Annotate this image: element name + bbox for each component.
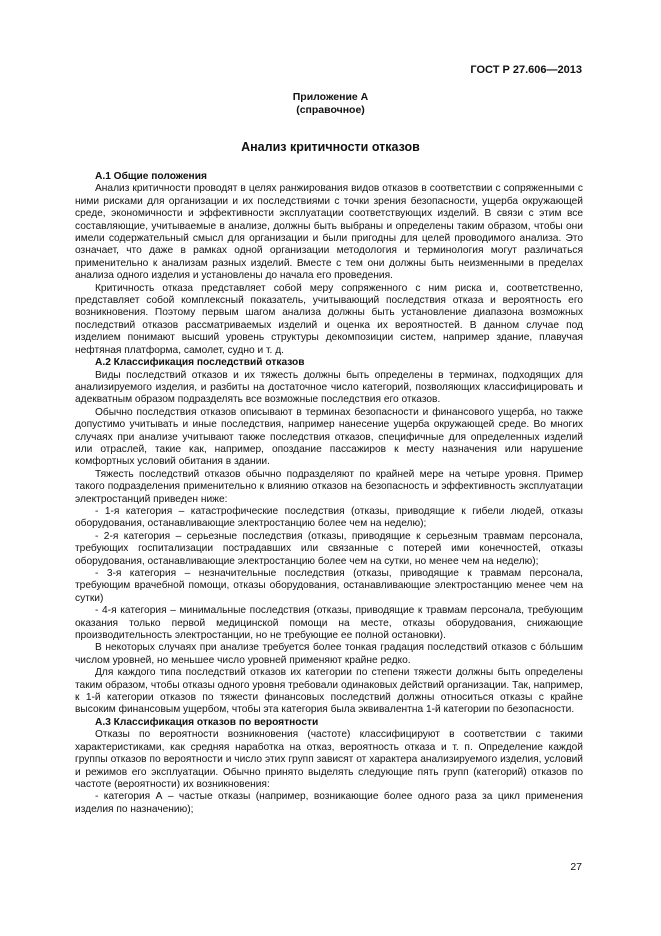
page-number: 27 <box>570 861 582 873</box>
section-a2-heading: А.2 Классификация последствий отказов <box>95 357 305 369</box>
appendix-title: Приложение А <box>292 91 369 103</box>
section-a3-heading: А.3 Классификация отказов по вероятности <box>95 716 319 728</box>
standard-number: ГОСТ Р 27.606—2013 <box>470 64 582 76</box>
paragraph: Критичность отказа представляет собой меру сопряженного с ним риска и, соответственно, представляет собой комплексный показатель, учитывающий последствия отказа и вероятность его возникновения. Поэтому первым шагом анализа должны быть установление диапазона возможных последствий отказов рассматриваемых изделий и оценка их вероятностей. В данном случае под изделием понимают высший уровень структуры декомпозиции систем, например здание, плавучая нефтяная платформа, самолет, судно и т. д. <box>75 282 583 356</box>
list-item: - 1-я категория – катастрофические последствия (отказы, приводящие к гибели людей, отказы оборудования, останавливающие электростанцию более чем на неделю); <box>75 505 583 530</box>
list-item: - категория А – частые отказы (например, возникающие более одного раза за цикл применения изделия по назначению); <box>75 791 583 815</box>
document-title: Анализ критичности отказов <box>241 140 420 154</box>
paragraph: Для каждого типа последствий отказов их категории по степени тяжести должны быть определены таким образом, чтобы отказы одного уровня требовали одинаковых действий организации. Так, например, к 1-й категории отказов по тяжести финансовых последствий должны относиться отказы с крайне высоким финансовым ущербом, чтобы эта категория была эквивалентна 1-й категории по безопасности. <box>75 667 583 716</box>
section-a1-heading: А.1 Общие положения <box>95 171 207 182</box>
document-body <box>75 171 583 816</box>
paragraph: В некоторых случаях при анализе требуется более тонкая градация последствий отказов с бо́льшим числом уровней, но меньшее число уровней применяют крайне редко. <box>75 642 583 666</box>
list-item: - 2-я категория – серьезные последствия (отказы, приводящие к серьезным травмам персонала, требующих госпитализации пострадавших или связанные с потерей ими конечностей, отказы оборудования, останавливающие электростанцию более чем на сутки, но менее чем на неделю); <box>75 530 583 567</box>
list-item: - 4-я категория – минимальные последствия (отказы, приводящие к травмам персонала, требующим оказания только первой медицинской помощи на месте, отказы оборудования, снижающие производительность электростанции, но не требующие ее полной остановки). <box>75 605 583 642</box>
paragraph: Виды последствий отказов и их тяжесть должны быть определены в терминах, подходящих для анализируемого изделия, и разбиты на достаточное число категорий, позволяющих классифицировать и адекватным образом подразделять все возможные последствия его отказов. <box>75 369 583 406</box>
paragraph: Отказы по вероятности возникновения (частоте) классифицируют в соответствии с такими характеристиками, как средняя наработка на отказ, вероятность отказа и т. п. Определение каждой группы отказов по вероятности и число этих групп зависят от характера анализируемого изделия, условий и режимов его эксплуатации. Обычно принято выделять следующие пять групп (категорий) отказов по частоте (вероятности) их возникновения: <box>75 729 583 790</box>
paragraph: Анализ критичности проводят в целях ранжирования видов отказов в соответствии с сопряженными с ними рисками для организации и их последствиями с точки зрения безопасности, ущерба окружающей среде, экономичности и эффективности эксплуатации соответствующих изделий. В связи с этим все составляющие, учитываемые в анализе, должны быть выбраны и определены таким образом, чтобы они имели содержательный смысл для организации и были пригодны для целей проводимого анализа. Это означает, что даже в рамках одной организации методология и терминология могут различаться применительно к анализам разных изделий. Вместе с тем они должны быть неизменными в пределах анализа одного изделия и установлены до начала его проведения. <box>75 183 583 282</box>
paragraph: Тяжесть последствий отказов обычно подразделяют по крайней мере на четыре уровня. Пример такого подразделения применительно к влиянию отказов на безопасность и эффективность эксплуатации электростанций приведен ниже: <box>75 468 583 505</box>
list-item: - 3-я категория – незначительные последствия (отказы, приводящие к травмам персонала, требующим врачебной помощи, отказы оборудования, останавливающие электростанцию менее чем на сутки) <box>75 568 583 604</box>
paragraph: Обычно последствия отказов описывают в терминах безопасности и финансового ущерба, но также допустимо учитывать и иные последствия, например нанесение ущерба окружающей среде. Во многих случаях при анализе учитывают также последствия отказов, специфичные для определенных изделий или отраслей, такие как, например, опоздание пассажиров к месту назначения или нарушение комфортных условий обитания в здании. <box>75 406 583 468</box>
appendix-header <box>0 91 661 117</box>
appendix-note: (справочное) <box>296 104 365 116</box>
